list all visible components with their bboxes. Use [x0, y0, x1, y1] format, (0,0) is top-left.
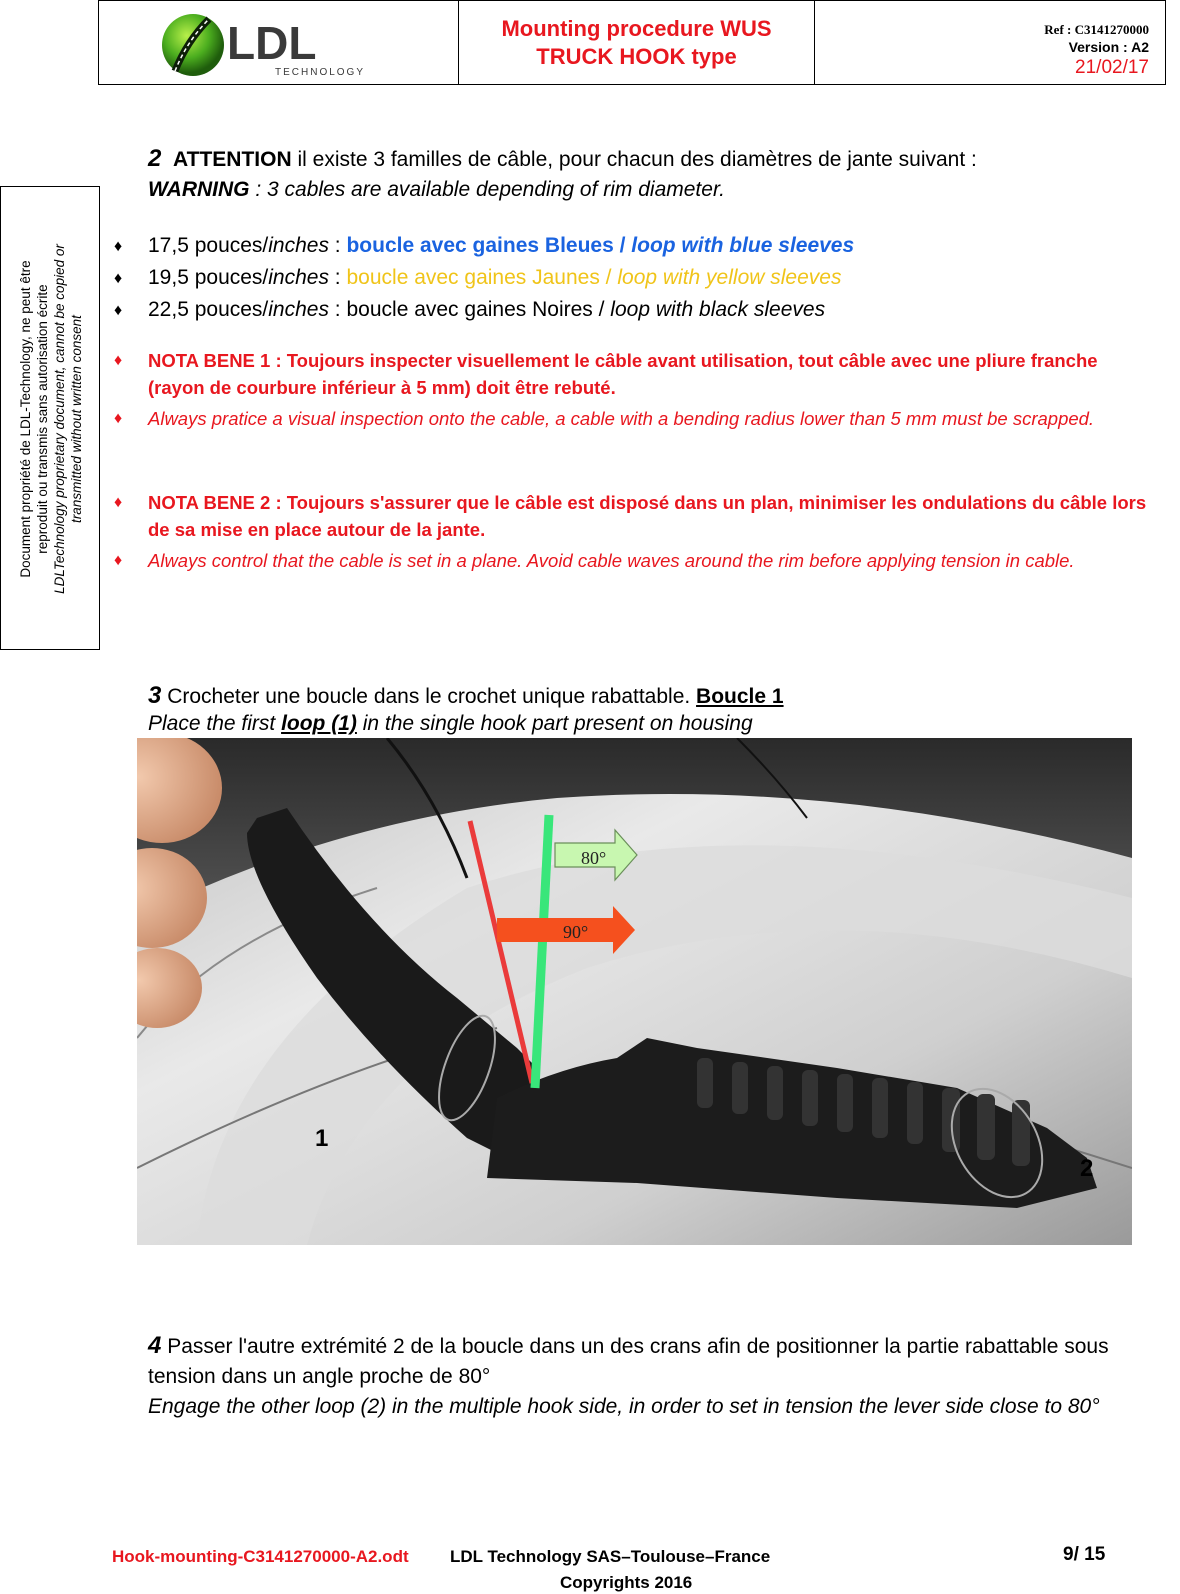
- footer-filename: Hook-mounting-C3141270000-A2.odt: [112, 1547, 409, 1566]
- nota-bene-2-fr: [148, 489, 1158, 543]
- sidenote-line-3: LDLTechnology proprietary document, cannot be copied or: [52, 244, 67, 594]
- hook-photo: [137, 738, 1132, 1245]
- step-number: 4: [148, 1332, 162, 1359]
- item-size: 19,5 pouces/: [148, 266, 269, 289]
- cable-item-black: [148, 295, 1158, 325]
- angle-80-label: 80°: [581, 848, 607, 868]
- angle-90-label: 90°: [563, 922, 589, 942]
- item-sep: :: [328, 298, 347, 321]
- confidentiality-note: [0, 186, 100, 650]
- nota-1-en-text: Always pratice a visual inspection onto the cable, a cable with a bending radius lower than 5 mm must be scrapped.: [148, 408, 1095, 429]
- logo-text: LDL: [227, 17, 317, 69]
- bullet-icon: ♦: [114, 270, 123, 287]
- step-number: 3: [148, 682, 162, 709]
- loop-1-en-label: loop (1): [281, 712, 357, 735]
- item-sep: :: [328, 234, 347, 257]
- step-3-fr: Crocheter une boucle dans le crochet unique rabattable.: [161, 685, 697, 708]
- footer-copyright: Copyrights 2016: [560, 1573, 693, 1592]
- sidenote-line-4: transmitted without written consent: [69, 315, 84, 523]
- step-4-fr: Passer l'autre extrémité 2 de la boucle dans un des crans afin de positionner la partie rabattable sous tension dans un angle proche de 80°: [148, 1335, 1109, 1388]
- item-sep: :: [328, 266, 347, 289]
- loop-label-2: 2: [1080, 1155, 1094, 1182]
- sidenote-line-2: reproduit ou transmis sans autorisation écrite: [35, 284, 50, 554]
- item-fr: boucle avec gaines Jaunes /: [346, 266, 618, 289]
- nota-1-fr-text: NOTA BENE 1 : Toujours inspecter visuellement le câble avant utilisation, tout câble avec une pliure franche (rayon de courbure inférieur à 5 mm) doit être rebuté.: [148, 350, 1098, 398]
- loop-label-1: 1: [315, 1125, 329, 1152]
- version-value: A2: [1131, 39, 1149, 55]
- document-date: 21/02/17: [1075, 57, 1149, 78]
- warning-label: WARNING: [148, 178, 250, 201]
- item-fr: boucle avec gaines Noires /: [346, 298, 611, 321]
- item-en: loop with yellow sleeves: [617, 266, 842, 289]
- bullet-icon: ♦: [114, 410, 123, 427]
- nota-bene-1-fr: [148, 347, 1158, 401]
- logo-subtext: TECHNOLOGY: [275, 67, 366, 78]
- nota-2-en-text: Always control that the cable is set in a plane. Avoid cable waves around the rim before applying tension in cable.: [148, 550, 1075, 571]
- item-unit: inches: [268, 266, 329, 289]
- item-size: 22,5 pouces/: [148, 298, 269, 321]
- title-cell: [459, 1, 815, 84]
- title-line-1: Mounting procedure WUS: [501, 15, 772, 41]
- item-unit: inches: [268, 298, 329, 321]
- footer-page-number: 9/ 15: [1063, 1544, 1106, 1565]
- item-fr: boucle avec gaines Bleues /: [346, 234, 632, 257]
- item-en: loop with blue sleeves: [631, 234, 855, 257]
- bullet-icon: ♦: [114, 302, 123, 319]
- bullet-icon: ♦: [114, 238, 123, 255]
- section-2-intro: [148, 144, 1158, 205]
- title-line-2: TRUCK HOOK type: [536, 43, 737, 69]
- step-3-en-pre: Place the first: [148, 712, 282, 735]
- attention-label: ATTENTION: [173, 148, 292, 171]
- cable-item-yellow: [148, 263, 1158, 293]
- bullet-icon: ♦: [114, 552, 123, 569]
- bullet-icon: ♦: [114, 352, 123, 369]
- item-en: loop with black sleeves: [610, 298, 826, 321]
- ldl-logo: [157, 11, 387, 81]
- step-number: 2: [148, 145, 162, 172]
- bullet-icon: ♦: [114, 494, 123, 511]
- warning-text: : 3 cables are available depending of rim diameter.: [249, 178, 725, 201]
- step-4-en: Engage the other loop (2) in the multiple hook side, in order to set in tension the lever side close to 80°: [148, 1395, 1100, 1418]
- document-header: [98, 0, 1166, 85]
- cable-item-blue: [148, 231, 1158, 261]
- document-footer: [0, 1543, 1180, 1593]
- reference-number: Ref : C3141270000: [1044, 22, 1149, 37]
- item-unit: inches: [268, 234, 329, 257]
- ref-cell: [815, 1, 1165, 84]
- hook-photo-illustration: [137, 738, 1132, 1245]
- attention-text: il existe 3 familles de câble, pour chacun des diamètres de jante suivant :: [291, 148, 977, 171]
- nota-bene-2-en: [148, 547, 1158, 574]
- version: [815, 38, 1149, 56]
- section-4-text: [148, 1331, 1158, 1422]
- step-3-en-post: in the single hook part present on housing: [356, 712, 753, 735]
- section-3-text: [148, 681, 1158, 739]
- version-label: Version :: [1068, 39, 1132, 55]
- nota-bene-1-en: [148, 405, 1158, 432]
- item-size: 17,5 pouces/: [148, 234, 269, 257]
- nota-2-fr-text: NOTA BENE 2 : Toujours s'assurer que le câble est disposé dans un plan, minimiser les ondulations du câble lors de sa mise en place autour de la jante.: [148, 492, 1147, 540]
- sidenote-line-1: Document propriété de LDL-Technology, ne peut être: [18, 260, 33, 578]
- logo-cell: [99, 1, 459, 84]
- loop-1-label: Boucle 1: [696, 685, 784, 708]
- footer-company: LDL Technology SAS–Toulouse–France: [450, 1547, 771, 1566]
